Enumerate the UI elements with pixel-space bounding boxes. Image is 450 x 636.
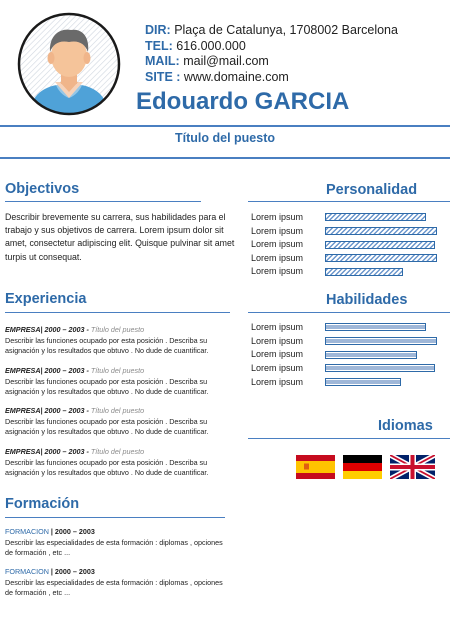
uk-flag-icon bbox=[390, 455, 429, 479]
objectives-divider bbox=[5, 201, 201, 202]
experience-divider bbox=[5, 312, 230, 313]
skills-title: Habilidades bbox=[326, 292, 408, 308]
personality-bar bbox=[325, 213, 426, 221]
skill-bar bbox=[325, 323, 426, 331]
skill-label: Lorem ipsum bbox=[251, 363, 304, 373]
personality-bar bbox=[325, 268, 403, 276]
site-label: SITE : bbox=[145, 69, 181, 84]
personality-label: Lorem ipsum bbox=[251, 226, 304, 236]
experience-company: EMPRESA| 2000 – 2003 - bbox=[5, 325, 91, 334]
skill-bar bbox=[325, 337, 437, 345]
experience-desc: Describir las funciones ocupado por esta posición . Describa su bbox=[5, 416, 208, 426]
experience-item bbox=[5, 447, 240, 479]
education-desc: Describir las especialidades de esta formación : diplomas , opciones bbox=[5, 537, 223, 547]
skill-label: Lorem ipsum bbox=[251, 377, 304, 387]
experience-company: EMPRESA| 2000 – 2003 - bbox=[5, 406, 91, 415]
experience-position: Título del puesto bbox=[90, 447, 145, 456]
job-title: Título del puesto bbox=[175, 131, 275, 145]
personality-label: Lorem ipsum bbox=[251, 239, 304, 249]
personality-bar bbox=[325, 241, 435, 249]
experience-desc: Describir las funciones ocupado por esta posición . Describa su bbox=[5, 457, 208, 467]
experience-desc: Describir las funciones ocupado por esta posición . Describa su bbox=[5, 335, 208, 345]
person-name: Edouardo GARCIA bbox=[136, 88, 350, 115]
education-item bbox=[5, 567, 245, 599]
header-divider-bottom bbox=[0, 157, 450, 159]
education-label: FORMACION bbox=[5, 567, 49, 576]
education-desc: de formación , etc ... bbox=[5, 588, 71, 597]
personality-label: Lorem ipsum bbox=[251, 212, 304, 222]
languages-divider bbox=[248, 438, 450, 439]
experience-desc: asignación y los resultados que obtuvo . No dude de cuantificar. bbox=[5, 346, 209, 355]
experience-desc: Describir las funciones ocupado por esta posición . Describa su bbox=[5, 376, 208, 386]
experience-position: Título del puesto bbox=[90, 406, 145, 415]
email-value: mail@mail.com bbox=[183, 54, 269, 68]
experience-title: Experiencia bbox=[5, 291, 87, 307]
skills-divider bbox=[248, 312, 450, 313]
personality-title: Personalidad bbox=[326, 182, 418, 198]
personality-bar bbox=[325, 227, 437, 235]
education-desc: Describir las especialidades de esta formación : diplomas , opciones bbox=[5, 577, 223, 587]
personality-bar bbox=[325, 254, 437, 262]
experience-company: EMPRESA| 2000 – 2003 - bbox=[5, 366, 91, 375]
address-label: DIR: bbox=[145, 23, 171, 37]
avatar bbox=[17, 12, 121, 116]
skill-bar bbox=[325, 378, 401, 386]
contact-site bbox=[145, 70, 398, 86]
skill-label: Lorem ipsum bbox=[251, 336, 304, 346]
experience-position: Título del puesto bbox=[90, 366, 145, 375]
contact-phone bbox=[145, 39, 398, 55]
education-years: | 2000 – 2003 bbox=[48, 527, 95, 536]
languages-title: Idiomas bbox=[378, 418, 433, 434]
header-divider-top bbox=[0, 125, 450, 127]
spain-flag-icon bbox=[296, 455, 335, 479]
education-item bbox=[5, 527, 245, 559]
email-label: MAIL: bbox=[145, 54, 180, 68]
personality-label: Lorem ipsum bbox=[251, 253, 304, 263]
education-years: | 2000 – 2003 bbox=[48, 567, 95, 576]
education-desc: de formación , etc ... bbox=[5, 548, 71, 557]
experience-desc: asignación y los resultados que obtuvo . No dude de cuantificar. bbox=[5, 387, 209, 396]
phone-label: TEL: bbox=[145, 38, 173, 53]
education-divider bbox=[5, 517, 225, 518]
experience-company: EMPRESA| 2000 – 2003 - bbox=[5, 447, 91, 456]
phone-value: 616.000.000 bbox=[176, 38, 246, 53]
contact-info bbox=[145, 23, 398, 85]
experience-item bbox=[5, 366, 240, 398]
education-label: FORMACION bbox=[5, 527, 49, 536]
experience-item bbox=[5, 406, 240, 438]
skill-bar bbox=[325, 364, 435, 372]
site-value: www.domaine.com bbox=[183, 69, 289, 84]
germany-flag-icon bbox=[343, 455, 382, 479]
skill-label: Lorem ipsum bbox=[251, 322, 304, 332]
experience-position: Título del puesto bbox=[90, 325, 145, 334]
objectives-title: Objectivos bbox=[5, 181, 80, 197]
experience-item bbox=[5, 325, 240, 357]
objectives-text: Describir brevemente su carrera, sus habilidades para el trabajo y sus objetivos de carrera. Lorem ipsum dolor sit amet, consectetur adipiscing elit. Quisque pulvinar sit amet turpis ut consequat. bbox=[5, 212, 235, 262]
personality-divider bbox=[248, 201, 450, 202]
experience-desc: asignación y los resultados que obtuvo . No dude de cuantificar. bbox=[5, 468, 209, 477]
contact-email bbox=[145, 54, 398, 70]
skill-bar bbox=[325, 351, 417, 359]
address-value: Plaça de Catalunya, 1708002 Barcelona bbox=[174, 23, 398, 37]
experience-desc: asignación y los resultados que obtuvo . No dude de cuantificar. bbox=[5, 427, 209, 436]
contact-address bbox=[145, 23, 398, 39]
personality-label: Lorem ipsum bbox=[251, 266, 304, 276]
skill-label: Lorem ipsum bbox=[251, 349, 304, 359]
education-title: Formación bbox=[5, 496, 80, 512]
